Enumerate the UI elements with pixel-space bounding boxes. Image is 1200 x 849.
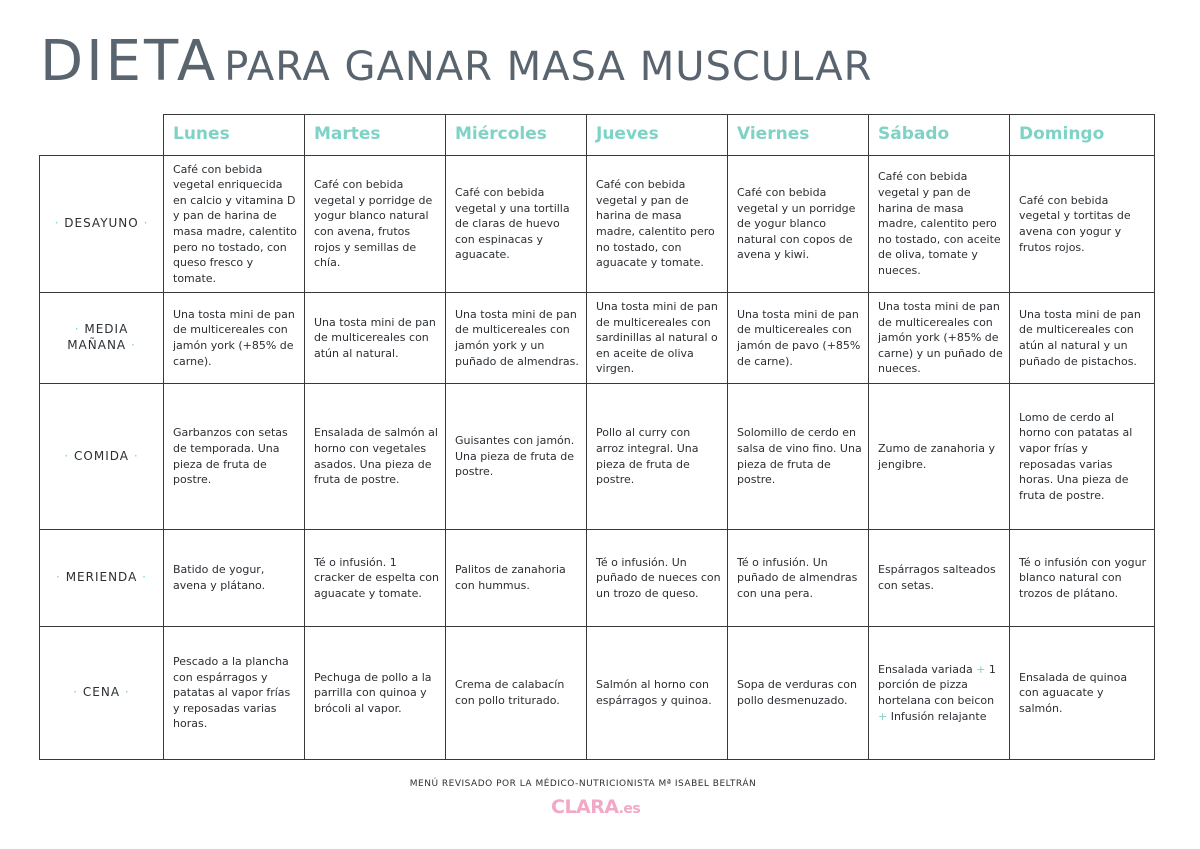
diet-table xyxy=(39,114,1155,760)
menu-cell: Espárragos salteados con setas. xyxy=(869,530,1010,627)
day-header-lunes: Lunes xyxy=(164,115,305,156)
menu-cell: Una tosta mini de pan de multicereales con jamón york (+85% de carne). xyxy=(164,293,305,384)
meal-name: MEDIA MAÑANA xyxy=(67,322,129,352)
menu-cell: Una tosta mini de pan de multicereales con atún al natural y un puñado de pistachos. xyxy=(1010,293,1155,384)
menu-cell: Ensalada variada + 1 porción de pizza hortelana con beicon + Infusión relajante xyxy=(869,627,1010,760)
table-row xyxy=(40,293,1155,384)
menu-cell: Té o infusión. 1 cracker de espelta con aguacate y tomate. xyxy=(305,530,446,627)
day-header-jueves: Jueves xyxy=(587,115,728,156)
meal-name: MERIENDA xyxy=(65,570,138,585)
meal-dot: · xyxy=(56,570,61,585)
menu-cell: Pescado a la plancha con espárragos y patatas al vapor frías y reposadas varias horas. xyxy=(164,627,305,760)
menu-cell: Crema de calabacín con pollo triturado. xyxy=(446,627,587,760)
menu-cell: Salmón al horno con espárragos y quinoa. xyxy=(587,627,728,760)
menu-cell: Ensalada de quinoa con aguacate y salmón. xyxy=(1010,627,1155,760)
meal-dot: · xyxy=(124,685,130,700)
meal-dot: · xyxy=(73,685,79,700)
menu-cell: Té o infusión. Un puñado de nueces con un trozo de queso. xyxy=(587,530,728,627)
table-row xyxy=(40,156,1155,293)
menu-cell: Café con bebida vegetal y tortitas de avena con yogur y frutos rojos. xyxy=(1010,156,1155,293)
menu-cell: Café con bebida vegetal y pan de harina de masa madre, calentito pero no tostado, con aguacate y tomate. xyxy=(587,156,728,293)
menu-cell: Pollo al curry con arroz integral. Una pieza de fruta de postre. xyxy=(587,384,728,530)
meal-label-desayuno xyxy=(40,156,164,293)
meal-label-media-manana xyxy=(40,293,164,384)
logo-main: CLARA xyxy=(551,796,619,818)
menu-cell: Café con bebida vegetal y porridge de yogur blanco natural con avena, frutos rojos y semillas de chía. xyxy=(305,156,446,293)
menu-cell: Palitos de zanahoria con hummus. xyxy=(446,530,587,627)
table-row xyxy=(40,627,1155,760)
menu-cell: Una tosta mini de pan de multicereales con sardinillas al natural o en aceite de oliva virgen. xyxy=(587,293,728,384)
day-header-miercoles: Miércoles xyxy=(446,115,587,156)
menu-cell: Zumo de zanahoria y jengibre. xyxy=(869,384,1010,530)
meal-label-comida xyxy=(40,384,164,530)
table-row xyxy=(40,384,1155,530)
meal-dot: · xyxy=(142,570,147,585)
menu-cell: Té o infusión. Un puñado de almendras con una pera. xyxy=(728,530,869,627)
meal-dot: · xyxy=(74,322,80,337)
plus-separator: + xyxy=(976,662,986,676)
menu-cell: Solomillo de cerdo en salsa de vino fino. Una pieza de fruta de postre. xyxy=(728,384,869,530)
menu-cell: Una tosta mini de pan de multicereales con atún al natural. xyxy=(305,293,446,384)
title-big: DIETA xyxy=(40,29,219,94)
page-title xyxy=(40,29,873,94)
menu-cell: Guisantes con jamón. Una pieza de fruta de postre. xyxy=(446,384,587,530)
menu-cell: Café con bebida vegetal y una tortilla de claras de huevo con espinacas y aguacate. xyxy=(446,156,587,293)
title-small: PARA GANAR MASA MUSCULAR xyxy=(224,44,873,90)
meal-dot: · xyxy=(130,338,136,352)
menu-cell: Té o infusión con yogur blanco natural con trozos de plátano. xyxy=(1010,530,1155,627)
meal-label-cena xyxy=(40,627,164,760)
menu-cell: Lomo de cerdo al horno con patatas al vapor frías y reposadas varias horas. Una pieza de fruta de postre. xyxy=(1010,384,1155,530)
meal-name: COMIDA xyxy=(74,448,129,463)
menu-cell: Café con bebida vegetal y un porridge de yogur blanco natural con copos de avena y kiwi. xyxy=(728,156,869,293)
menu-cell: Una tosta mini de pan de multicereales con jamón york (+85% de carne) y un puñado de nueces. xyxy=(869,293,1010,384)
meal-dot: · xyxy=(54,216,60,231)
brand-logo xyxy=(551,796,640,818)
table-row xyxy=(40,530,1155,627)
meal-dot: · xyxy=(64,448,70,463)
meal-dot: · xyxy=(143,216,149,231)
menu-cell: Batido de yogur, avena y plátano. xyxy=(164,530,305,627)
menu-cell: Sopa de verduras con pollo desmenuzado. xyxy=(728,627,869,760)
corner-cell xyxy=(40,115,164,156)
logo-suffix: .es xyxy=(618,801,641,817)
menu-cell: Ensalada de salmón al horno con vegetales asados. Una pieza de fruta de postre. xyxy=(305,384,446,530)
menu-cell: Café con bebida vegetal enriquecida en calcio y vitamina D y pan de harina de masa madre, calentito pero no tostado, con queso fresco y tomate. xyxy=(164,156,305,293)
day-header-viernes: Viernes xyxy=(728,115,869,156)
meal-name: DESAYUNO xyxy=(64,216,139,231)
plus-separator: + xyxy=(878,709,888,723)
menu-cell: Café con bebida vegetal y pan de harina de masa madre, calentito pero no tostado, con aceite de oliva, tomate y nueces. xyxy=(869,156,1010,293)
menu-cell: Garbanzos con setas de temporada. Una pieza de fruta de postre. xyxy=(164,384,305,530)
day-header-sabado: Sábado xyxy=(869,115,1010,156)
menu-cell: Pechuga de pollo a la parrilla con quinoa y brócoli al vapor. xyxy=(305,627,446,760)
day-header-martes: Martes xyxy=(305,115,446,156)
day-header-domingo: Domingo xyxy=(1010,115,1155,156)
footer-credit: MENÚ REVISADO POR LA MÉDICO-NUTRICIONISTA Mª ISABEL BELTRÁN xyxy=(409,779,757,789)
menu-cell: Una tosta mini de pan de multicereales con jamón de pavo (+85% de carne). xyxy=(728,293,869,384)
meal-dot: · xyxy=(133,448,139,463)
menu-cell: Una tosta mini de pan de multicereales con jamón york y un puñado de almendras. xyxy=(446,293,587,384)
meal-name: CENA xyxy=(82,685,121,700)
meal-label-merienda xyxy=(40,530,164,627)
header-row xyxy=(40,115,1155,156)
